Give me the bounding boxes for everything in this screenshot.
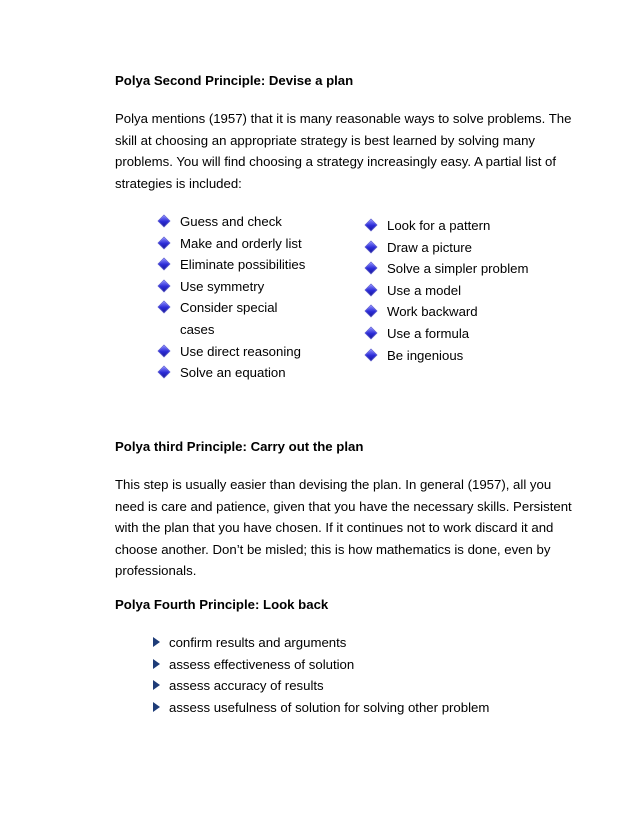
section2-paragraph: Polya mentions (1957) that it is many reasonable ways to solve problems. The skill at choosing an appropriate strategy is best learned by solving many problems. You will find choosing a strategy increasingly easy. A partial list of strategies is included: xyxy=(115,111,572,191)
list-item xyxy=(387,345,528,367)
list-item xyxy=(387,215,528,237)
list-item xyxy=(180,233,305,255)
list-item-label: confirm results and arguments xyxy=(169,635,347,650)
list-item-label: Make and orderly list xyxy=(180,235,302,251)
arrow-bullet-icon xyxy=(153,637,160,647)
section3-paragraph: This step is usually easier than devising the plan. In general (1957), all you need is care and patience, given that you have the necessary skills. Persistent with the plan that you have chosen. If it continues not to work discard it and choose another. Don’t be misled; this is how mathematics is done, even by professionals. xyxy=(115,477,572,578)
diamond-bullet-icon xyxy=(158,366,169,377)
list-item-label: Use direct reasoning xyxy=(180,343,301,359)
list-item xyxy=(387,301,528,323)
section3-heading: Polya third Principle: Carry out the plan xyxy=(115,439,364,454)
arrow-bullet-icon xyxy=(153,702,160,712)
diamond-bullet-icon xyxy=(158,302,169,313)
list-item-label: Use symmetry xyxy=(180,278,265,294)
strategies-right-list xyxy=(387,215,528,366)
list-item-label: Use a formula xyxy=(387,325,470,341)
list-item xyxy=(180,362,305,384)
diamond-bullet-icon xyxy=(365,241,376,252)
list-item xyxy=(169,632,489,654)
diamond-bullet-icon xyxy=(158,259,169,270)
list-item xyxy=(180,211,305,233)
arrow-bullet-icon xyxy=(153,680,160,690)
list-item xyxy=(387,237,528,259)
section4-heading: Polya Fourth Principle: Look back xyxy=(115,597,329,612)
list-item xyxy=(169,697,489,719)
look-back-list xyxy=(169,632,489,718)
strategies-left-list xyxy=(180,211,305,384)
list-item xyxy=(387,323,528,345)
list-item xyxy=(180,254,305,276)
list-item-label: Use a model xyxy=(387,282,462,298)
list-item-label: assess effectiveness of solution xyxy=(169,656,355,672)
list-item xyxy=(180,341,305,363)
diamond-bullet-icon xyxy=(158,280,169,291)
list-item-label: Work backward xyxy=(387,304,478,320)
list-item-label: assess usefulness of solution for solving other problem xyxy=(169,699,490,715)
list-item-label: Solve an equation xyxy=(180,365,286,381)
list-item xyxy=(169,675,489,697)
list-item-label: assess accuracy of results xyxy=(169,678,324,694)
list-item-label: Consider special cases xyxy=(180,300,278,337)
diamond-bullet-icon xyxy=(158,215,169,226)
diamond-bullet-icon xyxy=(365,219,376,230)
diamond-bullet-icon xyxy=(365,284,376,295)
diamond-bullet-icon xyxy=(365,306,376,317)
list-item-label: Solve a simpler problem xyxy=(387,261,529,277)
section2-heading: Polya Second Principle: Devise a plan xyxy=(115,73,354,88)
list-item-label: Be ingenious xyxy=(387,347,464,363)
list-item xyxy=(180,276,305,298)
diamond-bullet-icon xyxy=(365,327,376,338)
diamond-bullet-icon xyxy=(365,349,376,360)
list-item-label: Guess and check xyxy=(180,214,282,229)
diamond-bullet-icon xyxy=(365,263,376,274)
list-item-label: Eliminate possibilities xyxy=(180,257,306,273)
arrow-bullet-icon xyxy=(153,659,160,669)
list-item xyxy=(169,654,489,676)
list-item xyxy=(180,297,300,340)
diamond-bullet-icon xyxy=(158,237,169,248)
list-item xyxy=(387,280,528,302)
list-item xyxy=(387,258,528,280)
list-item-label: Draw a picture xyxy=(387,239,473,255)
diamond-bullet-icon xyxy=(158,345,169,356)
list-item-label: Look for a pattern xyxy=(387,218,491,233)
